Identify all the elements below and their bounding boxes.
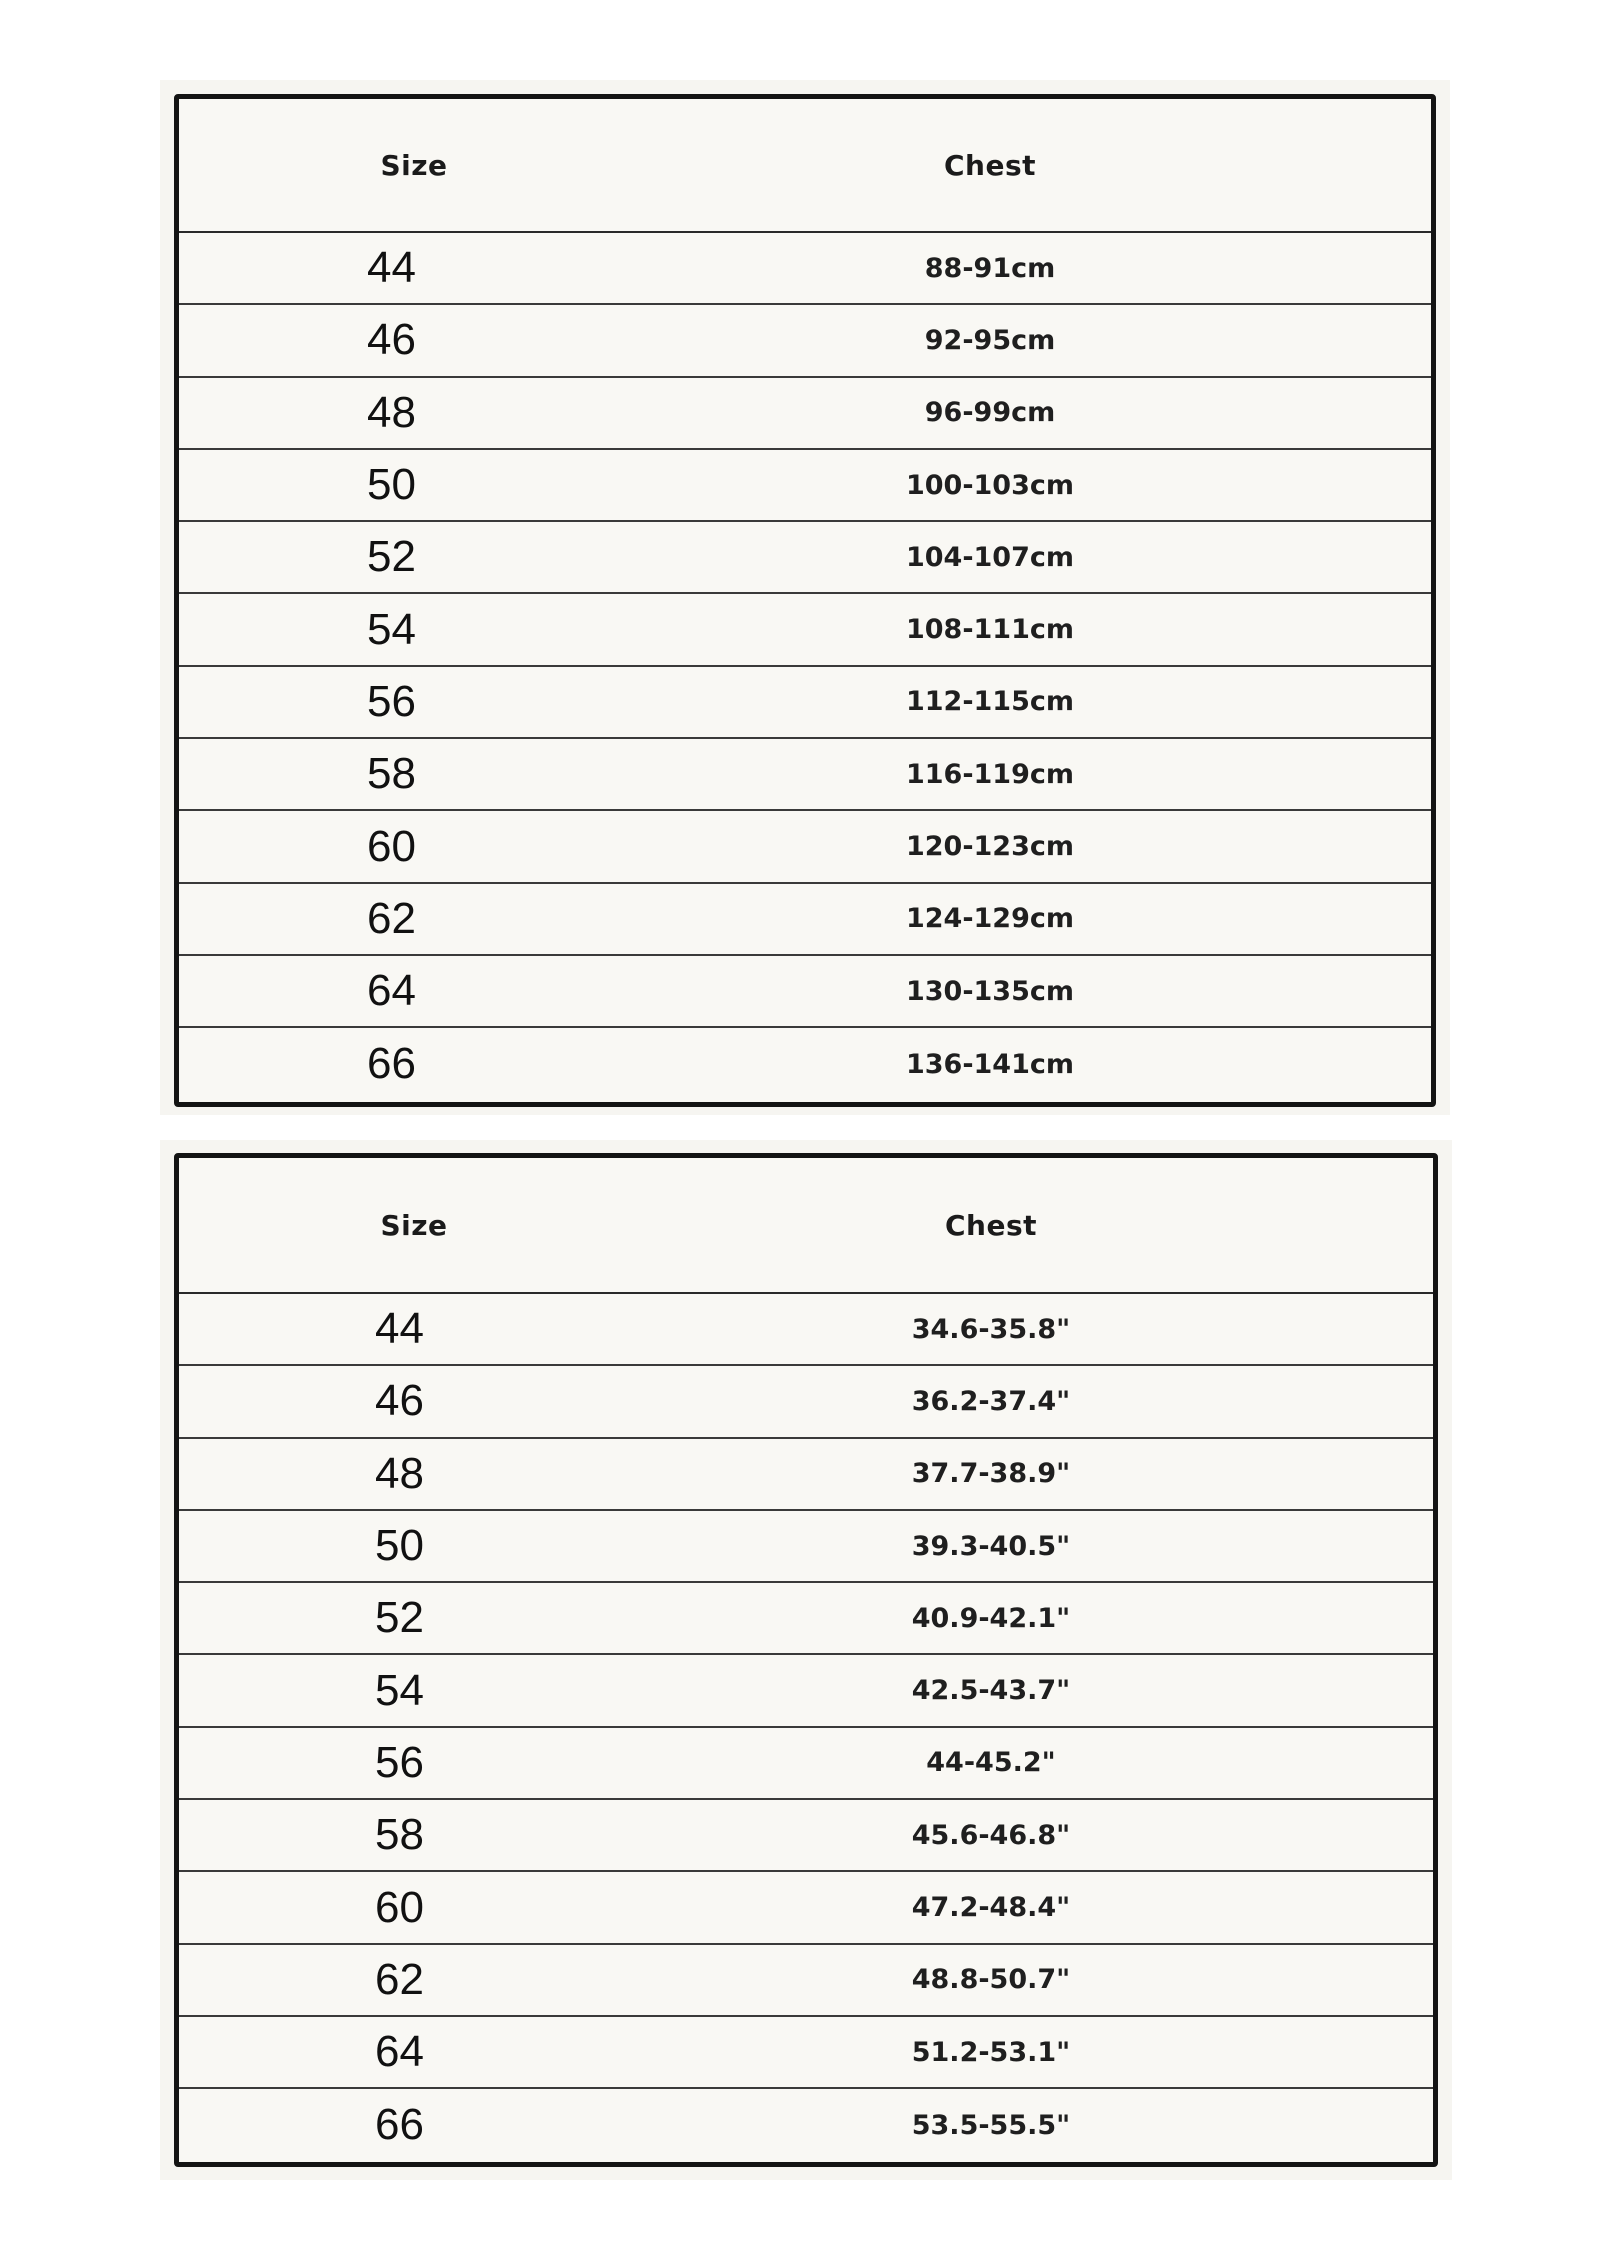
- table-row: [179, 1583, 1433, 1655]
- chest-cell: 44-45.2": [926, 1747, 1056, 1779]
- size-cell: 48: [367, 387, 416, 437]
- size-chart-cm-table: [174, 94, 1436, 1107]
- chest-cell: 34.6-35.8": [911, 1313, 1071, 1345]
- size-cell: 56: [367, 676, 416, 726]
- size-cell: 44: [367, 243, 416, 293]
- table-row: [179, 1872, 1433, 1944]
- size-cell: 54: [375, 1665, 424, 1715]
- chest-cell: 124-129cm: [905, 903, 1075, 935]
- size-cell: 62: [375, 1954, 424, 2004]
- table-row: [179, 1800, 1433, 1872]
- chest-cell: 51.2-53.1": [911, 2036, 1071, 2068]
- chest-cell: 47.2-48.4": [911, 1892, 1071, 1924]
- chest-cell: 96-99cm: [924, 397, 1056, 429]
- size-cell: 50: [367, 460, 416, 510]
- table-row: [179, 305, 1431, 377]
- chest-cell: 45.6-46.8": [911, 1819, 1071, 1851]
- chest-cell: 112-115cm: [905, 686, 1075, 718]
- chest-cell: 136-141cm: [905, 1048, 1075, 1080]
- size-chart-cm-panel: [160, 80, 1450, 1115]
- size-cell: 56: [375, 1737, 424, 1787]
- chest-cell: 120-123cm: [905, 831, 1075, 863]
- table-row: [179, 811, 1431, 883]
- table-row: [179, 1028, 1431, 1100]
- table-row: [179, 1945, 1433, 2017]
- size-cell: 66: [367, 1039, 416, 1089]
- size-cell: 50: [375, 1521, 424, 1571]
- table-row: [179, 956, 1431, 1028]
- size-cell: 60: [375, 1882, 424, 1932]
- chest-cell: 48.8-50.7": [911, 1964, 1071, 1996]
- size-chart-inch-table: [174, 1153, 1438, 2167]
- table-row: [179, 450, 1431, 522]
- table-row: [179, 594, 1431, 666]
- size-cell: 66: [375, 2100, 424, 2150]
- chest-cell: 92-95cm: [924, 324, 1056, 356]
- chest-cell: 108-111cm: [905, 614, 1075, 646]
- table-row: [179, 1511, 1433, 1583]
- chest-cell: 88-91cm: [924, 252, 1056, 284]
- table-header: [179, 1158, 1433, 1294]
- chest-cell: 104-107cm: [905, 541, 1075, 573]
- table-row: [179, 1366, 1433, 1438]
- size-chart-inch-panel: [160, 1140, 1452, 2180]
- chest-cell: 40.9-42.1": [911, 1602, 1071, 1634]
- table-row: [179, 1439, 1433, 1511]
- size-cell: 54: [367, 604, 416, 654]
- chest-cell: 130-135cm: [905, 975, 1075, 1007]
- size-column-header: Size: [380, 1208, 448, 1242]
- size-cell: 52: [367, 532, 416, 582]
- chest-cell: 42.5-43.7": [911, 1675, 1071, 1707]
- table-row: [179, 1728, 1433, 1800]
- chest-cell: 116-119cm: [905, 758, 1075, 790]
- size-cell: 58: [375, 1810, 424, 1860]
- size-cell: 44: [375, 1304, 424, 1354]
- size-cell: 52: [375, 1593, 424, 1643]
- size-cell: 62: [367, 893, 416, 943]
- table-row: [179, 739, 1431, 811]
- table-row: [179, 2089, 1433, 2161]
- table-row: [179, 522, 1431, 594]
- size-cell: 46: [367, 315, 416, 365]
- size-cell: 64: [375, 2027, 424, 2077]
- table-row: [179, 2017, 1433, 2089]
- size-cell: 60: [367, 821, 416, 871]
- table-row: [179, 378, 1431, 450]
- chest-column-header: Chest: [943, 148, 1037, 182]
- table-row: [179, 233, 1431, 305]
- table-row: [179, 1294, 1433, 1366]
- size-cell: 64: [367, 966, 416, 1016]
- table-header: [179, 99, 1431, 233]
- size-cell: 58: [367, 749, 416, 799]
- chest-cell: 53.5-55.5": [911, 2109, 1071, 2141]
- chest-cell: 39.3-40.5": [911, 1530, 1071, 1562]
- table-row: [179, 1655, 1433, 1727]
- size-cell: 46: [375, 1376, 424, 1426]
- chest-column-header: Chest: [944, 1208, 1038, 1242]
- chest-cell: 100-103cm: [905, 469, 1075, 501]
- size-column-header: Size: [380, 148, 448, 182]
- table-row: [179, 884, 1431, 956]
- chest-cell: 37.7-38.9": [911, 1458, 1071, 1490]
- chest-cell: 36.2-37.4": [911, 1385, 1071, 1417]
- size-cell: 48: [375, 1448, 424, 1498]
- table-row: [179, 667, 1431, 739]
